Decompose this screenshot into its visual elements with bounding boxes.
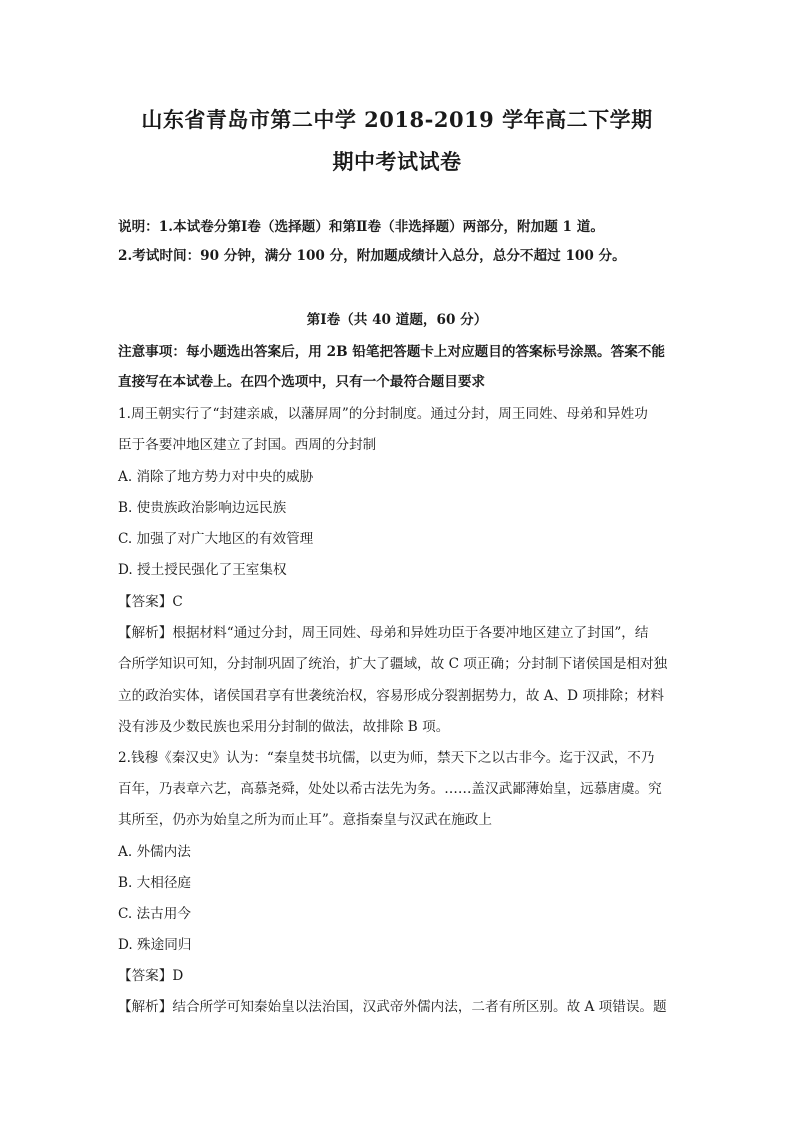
q1-stem-line-2: 臣于各要冲地区建立了封国。西周的分封制: [118, 437, 377, 453]
q2-stem-line-1: 2.钱穆《秦汉史》认为：“秦皇焚书坑儒，以吏为师，禁天下之以古非今。迄于汉武，不乃: [118, 750, 655, 766]
q2-answer: 【答案】D: [118, 968, 184, 984]
exam-title-line1: 山东省青岛市第二中学 2018-2019 学年高二下学期: [141, 107, 653, 132]
q1-analysis-line-1: 【解析】根据材料“通过分封，周王同姓、母弟和异姓功臣于各要冲地区建立了封国”，结: [118, 625, 649, 641]
q1-analysis-line-2: 合所学知识可知，分封制巩固了统治，扩大了疆域，故 C 项正确；分封制下诸侯国是相对独: [118, 656, 668, 672]
instruction-line-1: 说明：1.本试卷分第Ⅰ卷（选择题）和第Ⅱ卷（非选择题）两部分，附加题 1 道。: [118, 219, 604, 235]
q1-analysis-line-3: 立的政治实体，诸侯国君享有世袭统治权，容易形成分裂割据势力，故 A、D 项排除；材料: [118, 688, 664, 704]
q1-option-d: D. 授土授民强化了王室集权: [118, 562, 287, 578]
section-heading: 第Ⅰ卷（共 40 道题，60 分）: [306, 312, 488, 328]
q2-option-b: B. 大相径庭: [118, 875, 192, 891]
q1-stem-line-1: 1.周王朝实行了“封建亲戚，以藩屏周”的分封制度。通过分封，周王同姓、母弟和异姓功: [118, 406, 648, 422]
q2-analysis-line-1: 【解析】结合所学可知秦始皇以法治国，汉武帝外儒内法，二者有所区别。故 A 项错误。题: [118, 999, 667, 1015]
q2-option-c: C. 法古用今: [118, 906, 191, 922]
q1-option-b: B. 使贵族政治影响边远民族: [118, 500, 287, 516]
exam-title-line2: 期中考试试卷: [332, 149, 462, 174]
instruction-line-2: 2.考试时间：90 分钟，满分 100 分，附加题成绩计入总分，总分不超过 100 分。: [118, 248, 626, 264]
q1-option-c: C. 加强了对广大地区的有效管理: [118, 531, 314, 547]
q1-analysis-line-4: 没有涉及少数民族也采用分封制的做法，故排除 B 项。: [118, 719, 450, 735]
q1-answer: 【答案】C: [118, 594, 183, 610]
notice-line-2: 直接写在本试卷上。在四个选项中，只有一个最符合题目要求: [118, 374, 486, 390]
q2-stem-line-2: 百年，乃表章六艺，高慕尧舜，处处以希古法先为务。……盖汉武鄙薄始皇，远慕唐虞。究: [118, 781, 662, 797]
q1-option-a: A. 消除了地方势力对中央的威胁: [118, 469, 314, 485]
notice-line-1: 注意事项：每小题选出答案后，用 2B 铅笔把答题卡上对应题目的答案标号涂黑。答案不能: [118, 344, 665, 360]
q2-option-a: A. 外儒内法: [118, 844, 191, 860]
q2-stem-line-3: 其所至，仍亦为始皇之所为而止耳”。意指秦皇与汉武在施政上: [118, 812, 492, 828]
q2-option-d: D. 殊途同归: [118, 937, 192, 953]
